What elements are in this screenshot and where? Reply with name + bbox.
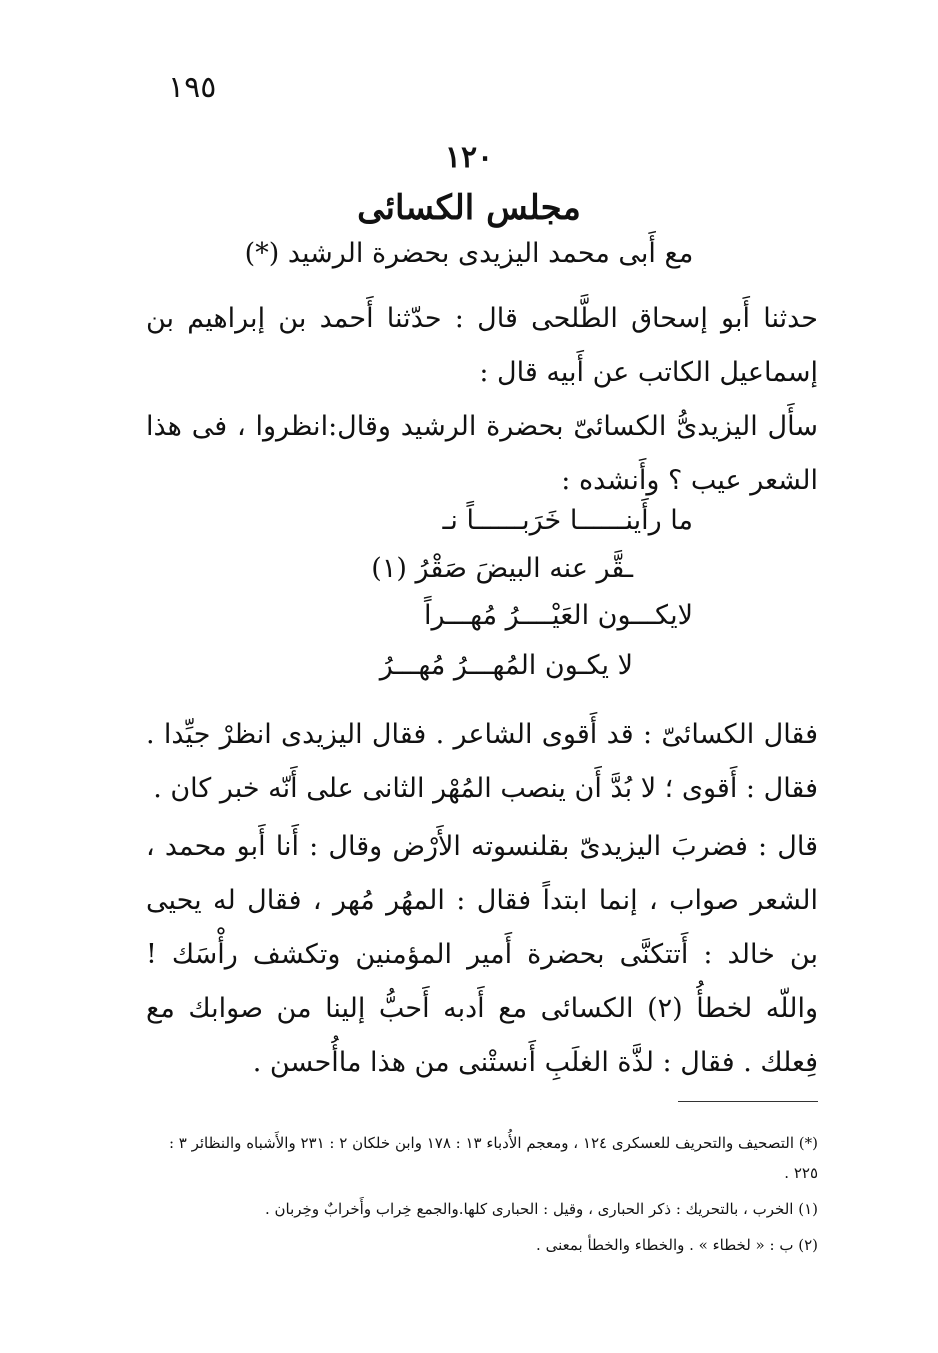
page-number: ١٩٥ <box>168 70 217 105</box>
paragraph-isnad: حدثنا أَبو إسحاق الطَّلحى قال : حدّثنا أَحمد بن إبراهيم بن إسماعيل الكاتب عن أَبيه قال : <box>146 303 818 388</box>
chapter-number: ١٢٠ <box>444 140 494 175</box>
chapter-title: مجلس الكسائى <box>357 188 581 228</box>
paragraph-yazidi-reply: قال : فضربَ اليزيدىّ بقلنسوته الأَرْض وقال : أَنا أَبو محمد ، الشعر صواب ، إنما ابتداً فقال : المهُر مُهر ، فقال له يحيى بن خالد : أَتتكنَّى بحضرة أَمير المؤمنين وتكشف رأْسَك ! واللّه لخطأُ (٢) الكسائى مع أَدبه أَحبُّ إلينا من صوابك مع فِعلك . فقال : لذَّة الغلَبِ أَنستْنى من هذا ماأُحسن . <box>146 831 818 1078</box>
paragraph-kisai-reply: فقال الكسائىّ : قد أَقوى الشاعر . فقال اليزيدى انظرْ جيِّدا . فقال : أَقوى ؛ لا بُدَّ أَن ينصب المُهْر الثانى على أَنّه خبر كان . <box>146 719 818 804</box>
footnote-sources: (*) التصحيف والتحريف للعسكرى ١٢٤ ، ومعجم الأُدباء ١٣ : ١٧٨ وابن خلكان ٢ : ٢٣١ والأَشباه والنظائر ٣ : ٢٢٥ . <box>168 1134 818 1182</box>
footnote-2: (٢) ب : « لخطاء » . والخطاء والخطأ بمعنى . <box>536 1236 818 1254</box>
verse-line: ـقَّر عنه البيضَ صَقْرُ (١) <box>371 553 633 584</box>
verse-line: لا يكـون المُهـــرُ مُهـــرُ <box>379 650 633 681</box>
paragraph-question: سأَل اليزيدىُّ الكسائىّ بحضرة الرشيد وقال:انظروا ، فى هذا الشعر عيب ؟ وأَنشده : <box>146 411 818 496</box>
chapter-subtitle: مع أَبى محمد اليزيدى بحضرة الرشيد (*) <box>244 238 694 269</box>
footnote-1: (١) الخرب ، بالتحريك : ذكر الحبارى ، وقيل : الحبارى كلها.والجمع خِراب وأَخرابٌ وخِربان . <box>264 1200 818 1218</box>
verse-line: لايكـــون العَيْــــرُ مُهـــراً <box>424 600 693 631</box>
verse-line: ما رأَينــــــا خَرَبــــــاً نـ <box>442 505 693 536</box>
footnote-divider <box>678 1101 818 1102</box>
